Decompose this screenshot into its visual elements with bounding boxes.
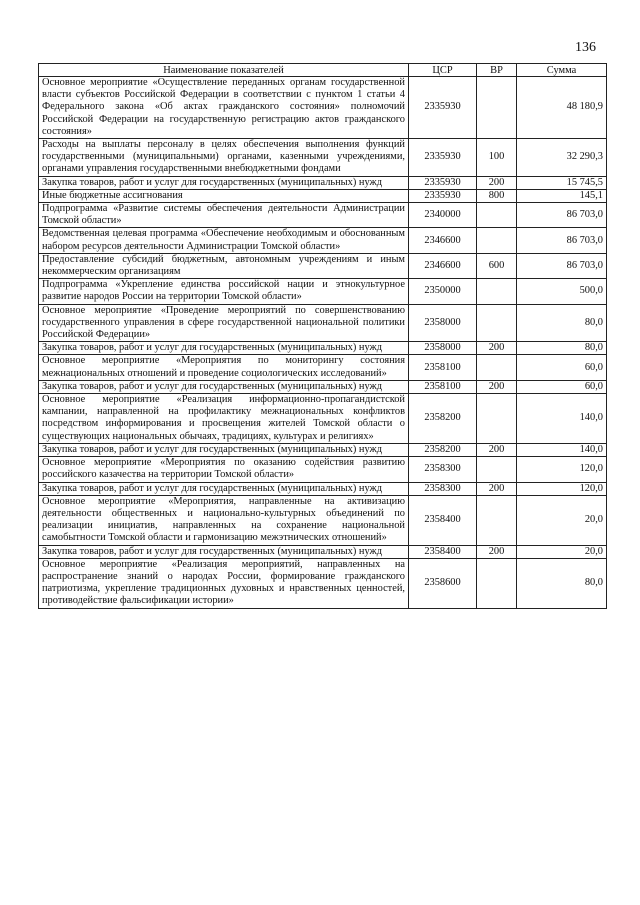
row-name-cell: Основное мероприятие «Мероприятия по оказанию содействия развитию российского казачества на территории Томской области» (39, 457, 409, 482)
table-row (39, 304, 607, 342)
row-csr-cell: 2346600 (409, 228, 477, 253)
row-sum-cell: 60,0 (517, 355, 607, 380)
row-vr-cell (477, 355, 517, 380)
table-row (39, 279, 607, 304)
row-name-cell: Закупка товаров, работ и услуг для государственных (муниципальных) нужд (39, 482, 409, 495)
row-vr-cell (477, 228, 517, 253)
row-vr-cell (477, 304, 517, 342)
row-csr-cell: 2358200 (409, 443, 477, 456)
row-name-cell: Основное мероприятие «Мероприятия по мониторингу состояния межнациональных отношений и проведение социологических исследований» (39, 355, 409, 380)
row-name-cell: Закупка товаров, работ и услуг для государственных (муниципальных) нужд (39, 176, 409, 189)
row-sum-cell: 80,0 (517, 342, 607, 355)
row-name-cell: Подпрограмма «Укрепление единства российской нации и этнокультурное развитие народов России на территории Томской области» (39, 279, 409, 304)
table-row (39, 457, 607, 482)
table-row (39, 176, 607, 189)
row-vr-cell: 200 (477, 545, 517, 558)
row-name-cell: Основное мероприятие «Мероприятия, направленные на активизацию деятельности общественных и национально-культурных объединений по реализации инициатив, направленных на сохранение национальной самобытности Томской области и гармонизацию межэтнических отношений» (39, 495, 409, 545)
table-row (39, 482, 607, 495)
row-sum-cell: 500,0 (517, 279, 607, 304)
table-row (39, 228, 607, 253)
row-name-cell: Подпрограмма «Развитие системы обеспечения деятельности Администрации Томской области» (39, 203, 409, 228)
row-name-cell: Расходы на выплаты персоналу в целях обеспечения выполнения функций государственными (муниципальными) органами, казенными учреждениями, органами управления государственными внебюджетными фондами (39, 139, 409, 177)
row-csr-cell: 2335930 (409, 189, 477, 202)
row-sum-cell: 15 745,5 (517, 176, 607, 189)
row-vr-cell (477, 558, 517, 608)
table-row (39, 253, 607, 278)
row-vr-cell (477, 77, 517, 139)
budget-table (38, 63, 607, 609)
table-row (39, 342, 607, 355)
row-csr-cell: 2335930 (409, 77, 477, 139)
row-name-cell: Основное мероприятие «Осуществление переданных органам государственной власти субъектов Российской Федерации в соответствии с пунктом 1 статьи 4 Федерального закона «Об актах гражданского состояния» полномочий Российской Федерации на государственную регистрацию актов гражданского состояния» (39, 77, 409, 139)
row-vr-cell: 800 (477, 189, 517, 202)
row-csr-cell: 2358400 (409, 495, 477, 545)
row-sum-cell: 145,1 (517, 189, 607, 202)
row-name-cell: Иные бюджетные ассигнования (39, 189, 409, 202)
page-number: 136 (575, 40, 596, 55)
row-name-cell: Основное мероприятие «Проведение мероприятий по совершенствованию государственного управления в сфере государственной национальной политики Российской Федерации» (39, 304, 409, 342)
row-name-cell: Основное мероприятие «Реализация информационно-пропагандистской кампании, направленной на профилактику межнациональных конфликтов посредством информирования и просвещения жителей Томской области о существующих национальных обычаях, традициях, культурах и религиях» (39, 394, 409, 444)
row-sum-cell: 48 180,9 (517, 77, 607, 139)
row-csr-cell: 2335930 (409, 176, 477, 189)
table-row (39, 139, 607, 177)
row-csr-cell: 2358100 (409, 380, 477, 393)
row-vr-cell: 600 (477, 253, 517, 278)
row-sum-cell: 120,0 (517, 457, 607, 482)
table-row (39, 77, 607, 139)
row-name-cell: Закупка товаров, работ и услуг для государственных (муниципальных) нужд (39, 342, 409, 355)
row-vr-cell (477, 394, 517, 444)
row-name-cell: Предоставление субсидий бюджетным, автономным учреждениям и иным некоммерческим организациям (39, 253, 409, 278)
table-row (39, 495, 607, 545)
header-sum: Сумма (517, 64, 607, 77)
row-name-cell: Ведомственная целевая программа «Обеспечение необходимым и обоснованным набором ресурсов деятельности Администрации Томской области» (39, 228, 409, 253)
table-body (39, 77, 607, 609)
table-row (39, 394, 607, 444)
header-vr: ВР (477, 64, 517, 77)
table-row (39, 545, 607, 558)
row-sum-cell: 80,0 (517, 558, 607, 608)
row-vr-cell: 200 (477, 380, 517, 393)
row-csr-cell: 2346600 (409, 253, 477, 278)
row-sum-cell: 140,0 (517, 394, 607, 444)
table-row (39, 558, 607, 608)
row-csr-cell: 2340000 (409, 203, 477, 228)
table-header-row (39, 64, 607, 77)
row-vr-cell (477, 203, 517, 228)
table-row (39, 189, 607, 202)
row-vr-cell (477, 279, 517, 304)
row-vr-cell (477, 495, 517, 545)
row-sum-cell: 86 703,0 (517, 228, 607, 253)
row-vr-cell (477, 457, 517, 482)
row-csr-cell: 2358100 (409, 355, 477, 380)
table-row (39, 355, 607, 380)
header-name: Наименование показателей (39, 64, 409, 77)
row-sum-cell: 20,0 (517, 495, 607, 545)
row-name-cell: Основное мероприятие «Реализация мероприятий, направленных на распространение знаний о народах России, формирование гражданского патриотизма, укрепление традиционных духовных и нравственных ценностей, противодействие фальсификации истории» (39, 558, 409, 608)
row-csr-cell: 2358600 (409, 558, 477, 608)
row-vr-cell: 200 (477, 443, 517, 456)
row-sum-cell: 120,0 (517, 482, 607, 495)
row-csr-cell: 2350000 (409, 279, 477, 304)
row-vr-cell: 200 (477, 176, 517, 189)
row-sum-cell: 86 703,0 (517, 253, 607, 278)
row-csr-cell: 2358400 (409, 545, 477, 558)
row-sum-cell: 60,0 (517, 380, 607, 393)
header-csr: ЦСР (409, 64, 477, 77)
row-sum-cell: 140,0 (517, 443, 607, 456)
row-csr-cell: 2358300 (409, 482, 477, 495)
table-row (39, 443, 607, 456)
row-sum-cell: 20,0 (517, 545, 607, 558)
row-csr-cell: 2358200 (409, 394, 477, 444)
row-sum-cell: 32 290,3 (517, 139, 607, 177)
table-row (39, 380, 607, 393)
row-csr-cell: 2358000 (409, 342, 477, 355)
table-row (39, 203, 607, 228)
row-name-cell: Закупка товаров, работ и услуг для государственных (муниципальных) нужд (39, 443, 409, 456)
row-sum-cell: 86 703,0 (517, 203, 607, 228)
row-vr-cell: 200 (477, 342, 517, 355)
row-name-cell: Закупка товаров, работ и услуг для государственных (муниципальных) нужд (39, 380, 409, 393)
row-csr-cell: 2358000 (409, 304, 477, 342)
row-vr-cell: 200 (477, 482, 517, 495)
row-csr-cell: 2358300 (409, 457, 477, 482)
row-vr-cell: 100 (477, 139, 517, 177)
row-csr-cell: 2335930 (409, 139, 477, 177)
row-sum-cell: 80,0 (517, 304, 607, 342)
row-name-cell: Закупка товаров, работ и услуг для государственных (муниципальных) нужд (39, 545, 409, 558)
